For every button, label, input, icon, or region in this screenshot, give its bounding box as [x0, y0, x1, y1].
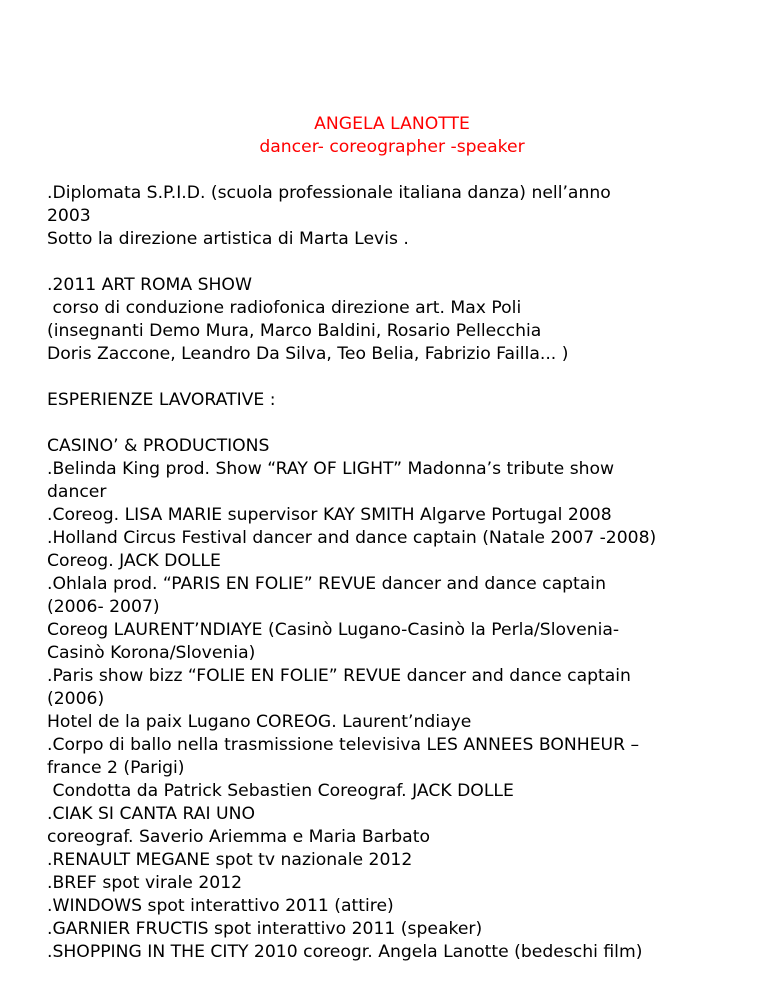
training-line: Doris Zaccone, Leandro Da Silva, Teo Belia, Fabrizio Failla... ) [47, 344, 569, 364]
experience-line: Condotta da Patrick Sebastien Coreograf. JACK DOLLE [47, 781, 514, 801]
experience-line: .Holland Circus Festival dancer and dance captain (Natale 2007 -2008) [47, 528, 657, 548]
document-header [47, 113, 737, 159]
author-name: ANGELA LANOTTE [314, 114, 470, 134]
training-section [47, 274, 737, 366]
experience-line: Hotel de la paix Lugano COREOG. Laurent’ndiaye [47, 712, 472, 732]
experience-line: .SHOPPING IN THE CITY 2010 coreogr. Angela Lanotte (bedeschi film) [47, 942, 643, 962]
spacer [47, 412, 737, 435]
spacer [47, 251, 737, 274]
experience-line: france 2 (Parigi) [47, 758, 185, 778]
experience-line: .BREF spot virale 2012 [47, 873, 243, 893]
author-role: dancer- coreographer -speaker [259, 137, 525, 157]
experience-line: coreograf. Saverio Ariemma e Maria Barbato [47, 827, 430, 847]
education-line: 2003 [47, 206, 91, 226]
experience-line: .Corpo di ballo nella trasmissione televisiva LES ANNEES BONHEUR – [47, 735, 640, 755]
experience-heading: ESPERIENZE LAVORATIVE : [47, 390, 276, 410]
experience-line: (2006- 2007) [47, 597, 160, 617]
experience-heading-block [47, 389, 737, 412]
education-line: Sotto la direzione artistica di Marta Levis . [47, 229, 409, 249]
experience-line: Casinò Korona/Slovenia) [47, 643, 256, 663]
experience-line: .GARNIER FRUCTIS spot interattivo 2011 (speaker) [47, 919, 483, 939]
education-section [47, 182, 737, 251]
experience-line: .WINDOWS spot interattivo 2011 (attire) [47, 896, 394, 916]
experience-line: .Coreog. LISA MARIE supervisor KAY SMITH Algarve Portugal 2008 [47, 505, 612, 525]
experience-line: (2006) [47, 689, 105, 709]
training-line: .2011 ART ROMA SHOW [47, 275, 252, 295]
experience-line: .Paris show bizz “FOLIE EN FOLIE” REVUE dancer and dance captain [47, 666, 631, 686]
experience-line: Coreog LAURENT’NDIAYE (Casinò Lugano-Casinò la Perla/Slovenia- [47, 620, 620, 640]
experience-line: CASINO’ & PRODUCTIONS [47, 436, 270, 456]
training-line: (insegnanti Demo Mura, Marco Baldini, Rosario Pellecchia [47, 321, 542, 341]
education-line: .Diplomata S.P.I.D. (scuola professionale italiana danza) nell’anno [47, 183, 611, 203]
document-page [47, 113, 737, 964]
experience-line: .CIAK SI CANTA RAI UNO [47, 804, 255, 824]
experience-line: dancer [47, 482, 107, 502]
experience-line: Coreog. JACK DOLLE [47, 551, 221, 571]
experience-section [47, 435, 737, 964]
experience-line: .Ohlala prod. “PARIS EN FOLIE” REVUE dancer and dance captain [47, 574, 606, 594]
training-line: corso di conduzione radiofonica direzione art. Max Poli [47, 298, 522, 318]
experience-line: .Belinda King prod. Show “RAY OF LIGHT” Madonna’s tribute show [47, 459, 615, 479]
experience-line: .RENAULT MEGANE spot tv nazionale 2012 [47, 850, 413, 870]
spacer [47, 366, 737, 389]
spacer [47, 159, 737, 182]
